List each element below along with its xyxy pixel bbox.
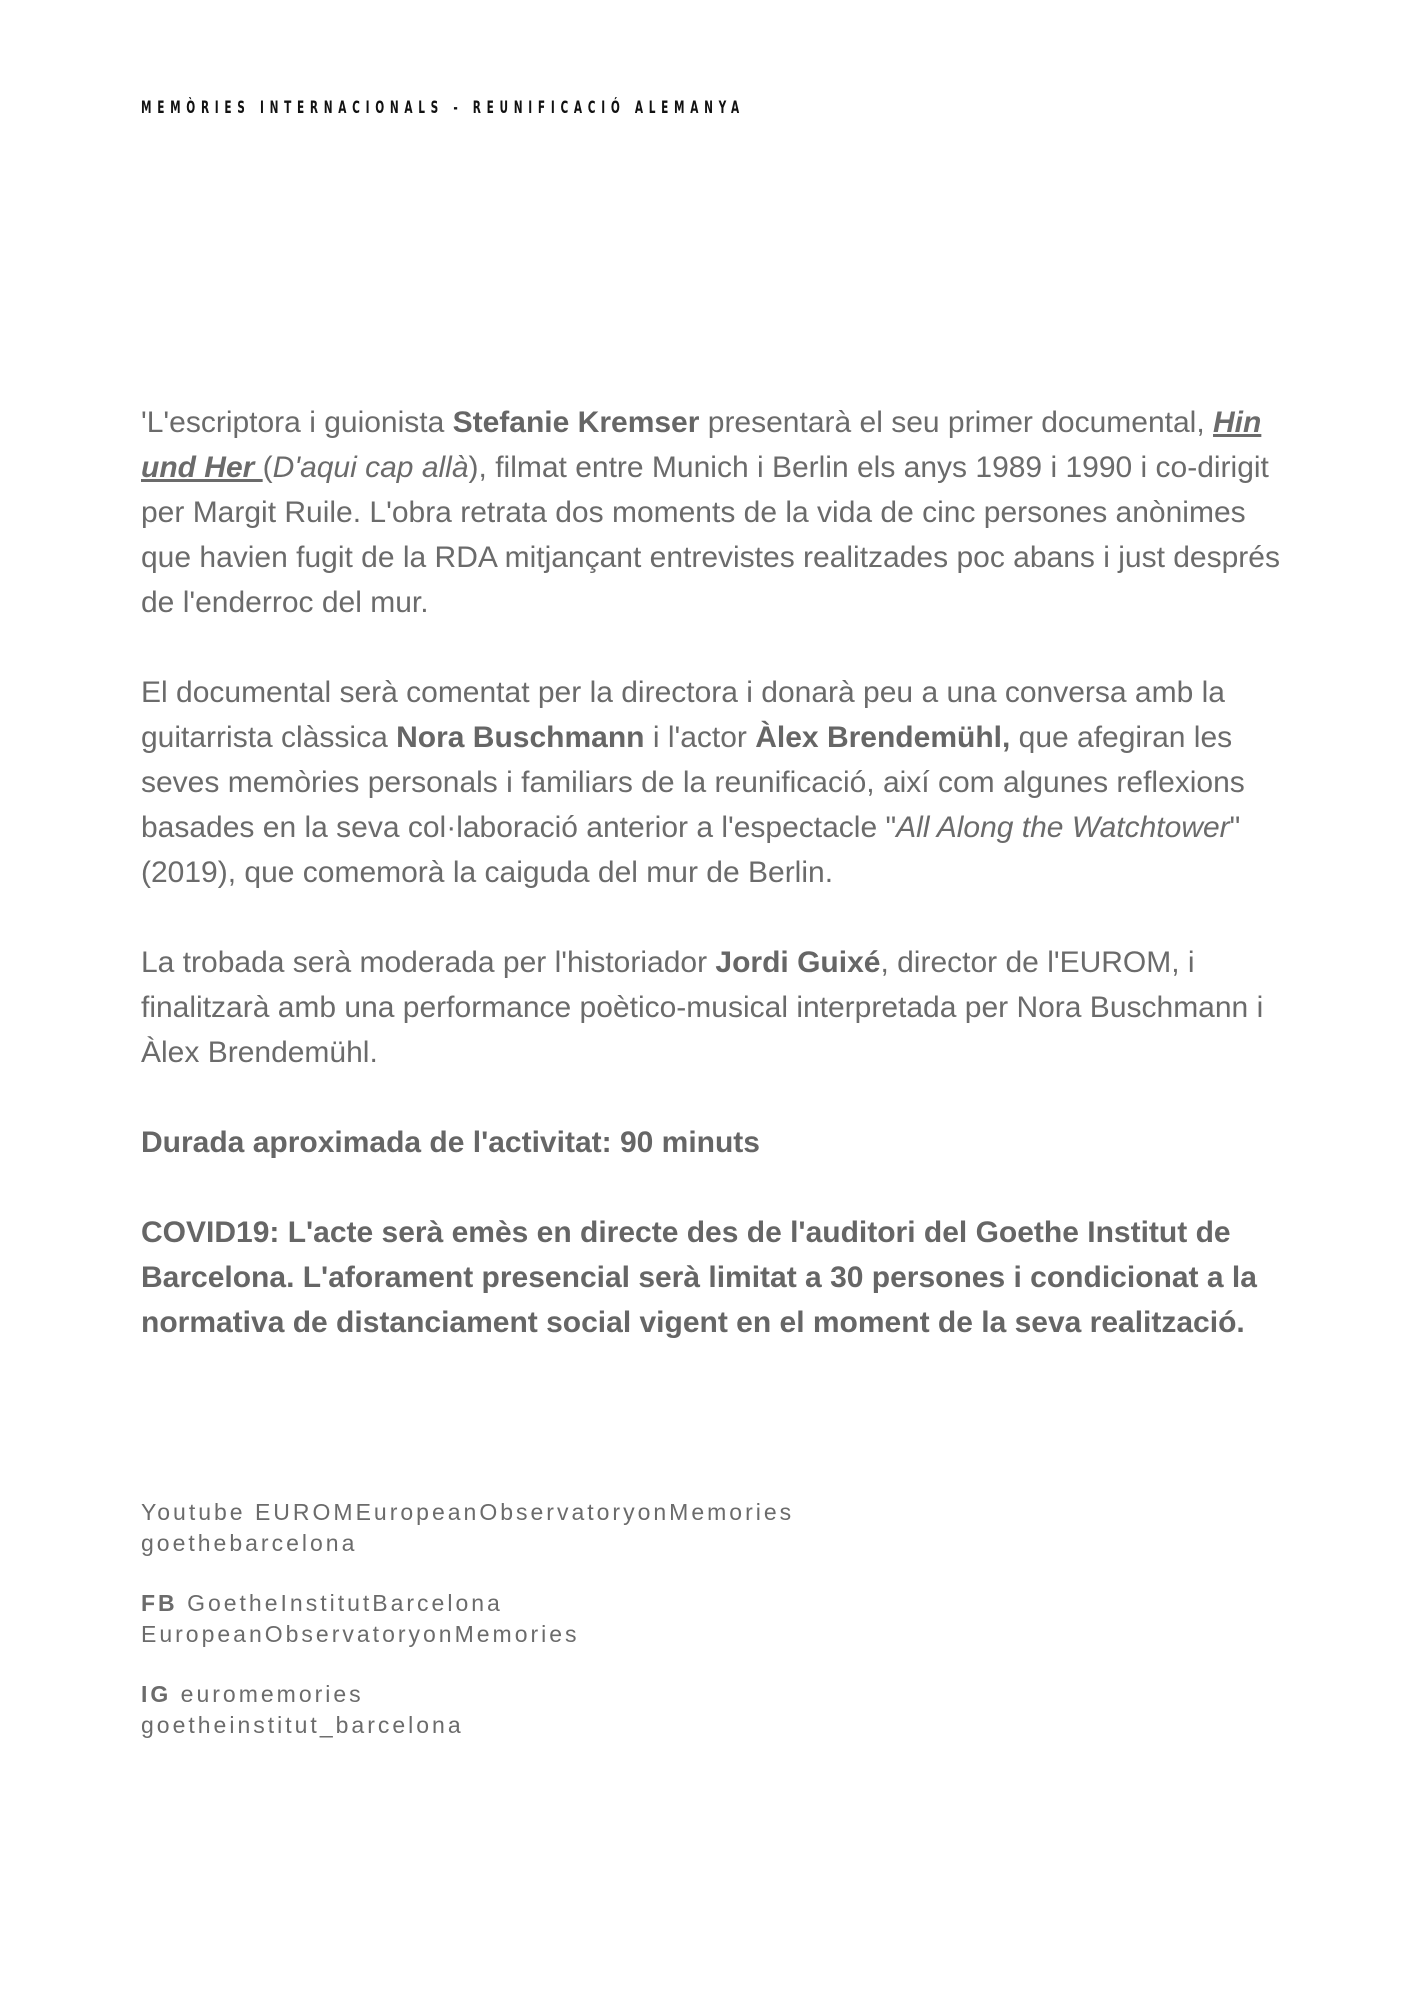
instagram-account[interactable]: goetheinstitut_barcelona — [141, 1712, 464, 1738]
film-title-catalan: D'aqui cap allà — [272, 451, 469, 484]
page-header-title: MEMÒRIES INTERNACIONALS - REUNIFICACIÓ ALEMANYA — [141, 98, 745, 118]
author-name: Stefanie Kremser — [452, 406, 700, 439]
youtube-account[interactable]: goethebarcelona — [141, 1530, 358, 1556]
guitarist-name: Nora Buschmann — [396, 721, 645, 754]
instagram-group — [141, 1679, 794, 1741]
show-title: All Along the Watchtower — [896, 811, 1230, 844]
covid-notice: COVID19: L'acte serà emès en directe des de l'auditori del Goethe Institut de Barcelona. L'aforament presencial serà limitat a 30 persones i condicionat a la normativa de distanciament social vigent en el moment de la seva realització. — [141, 1216, 1257, 1339]
instagram-account[interactable]: euromemories — [180, 1681, 364, 1707]
actor-name: Àlex Brendemühl, — [755, 721, 1011, 754]
facebook-account[interactable]: EuropeanObservatoryonMemories — [141, 1621, 580, 1647]
instagram-label: IG — [141, 1681, 172, 1707]
youtube-account[interactable]: EUROMEuropeanObservatoryonMemories — [254, 1499, 795, 1525]
intro-paragraph: 'L'escriptora i guionista Stefanie Kremser presentarà el seu primer documental, Hin und Her (D'aqui cap allà), filmat entre Munich i Berlin els anys 1989 i 1990 i co-dirigit per Margit Ruile. L'obra retrata dos moments de la vida de cinc persones anònimes que havien fugit de la RDA mitjançant entrevistes realitzades poc abans i just després de l'enderroc del mur. — [141, 406, 1280, 619]
social-links — [141, 1497, 794, 1770]
conversation-paragraph: El documental serà comentat per la directora i donarà peu a una conversa amb la guitarrista clàssica Nora Buschmann i l'actor Àlex Brendemühl, que afegiran les seves memòries personals i familiars de la reunificació, així com algunes reflexions basades en la seva col·laboració anterior a l'espectacle "All Along the Watchtower" (2019), que comemorà la caiguda del mur de Berlin. — [141, 676, 1245, 889]
duration-note: Durada aproximada de l'activitat: 90 minuts — [141, 1126, 760, 1159]
facebook-account[interactable]: GoetheInstitutBarcelona — [187, 1590, 503, 1616]
document-body — [141, 400, 1291, 1390]
youtube-group — [141, 1497, 794, 1559]
film-title-link[interactable]: Hin und Her — [141, 406, 1262, 484]
moderator-name: Jordi Guixé — [715, 946, 881, 979]
moderator-paragraph: La trobada serà moderada per l'historiador Jordi Guixé, director de l'EUROM, i finalitzarà amb una performance poètico-musical interpretada per Nora Buschmann i Àlex Brendemühl. — [141, 946, 1264, 1069]
youtube-label: Youtube — [141, 1499, 246, 1525]
facebook-label: FB — [141, 1590, 178, 1616]
facebook-group — [141, 1588, 794, 1650]
